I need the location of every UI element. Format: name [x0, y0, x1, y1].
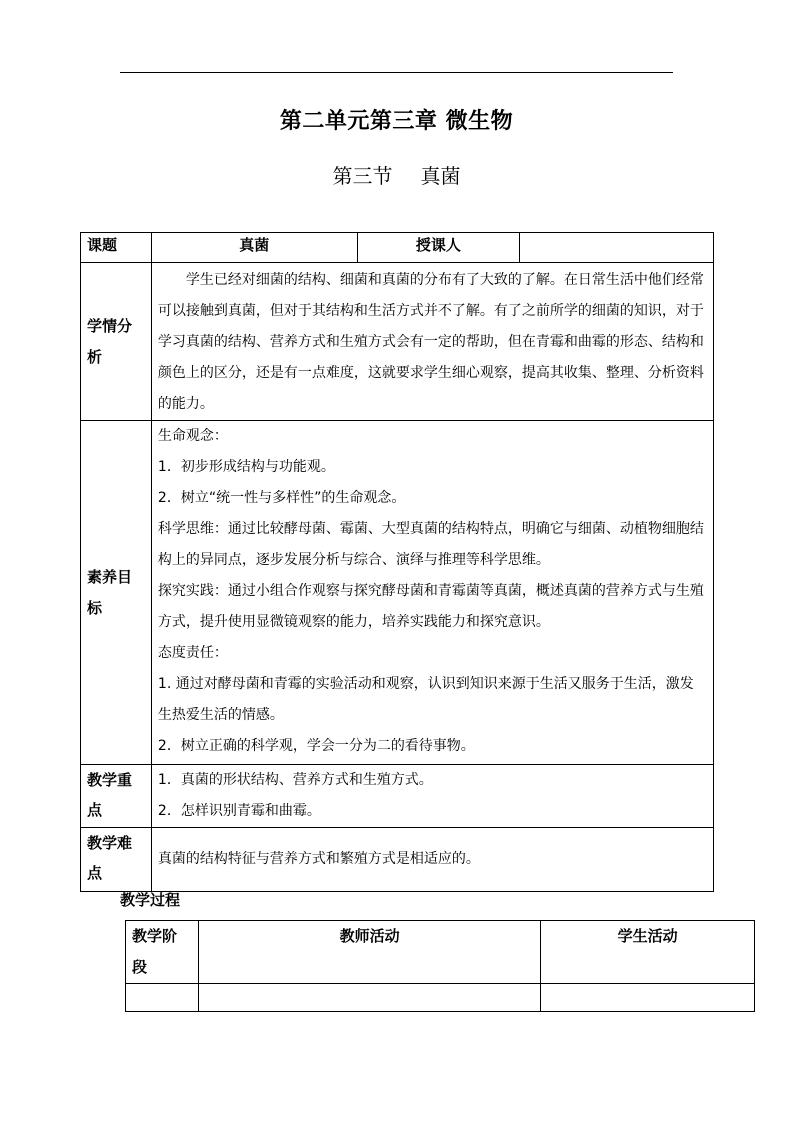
- goals-line: 生命观念：: [157, 428, 228, 444]
- stage-header: 教学阶段: [126, 921, 199, 984]
- student-activity-header: 学生活动: [541, 921, 755, 984]
- stage-cell[interactable]: [126, 984, 199, 1012]
- student-activity-cell[interactable]: [541, 984, 755, 1012]
- topic-value: 真菌: [151, 233, 357, 263]
- goals-line: 科学思维：通过比较酵母菌、霉菌、大型真菌的结构特点，明确它与细菌、动植物细胞结构上的异同点，逐步发展分析与综合、演绎与推理等科学思维。: [157, 521, 704, 568]
- teacher-value: [520, 233, 714, 263]
- analysis-row: [81, 263, 714, 421]
- difficulty-label: 教学难点: [81, 828, 152, 892]
- goals-line: 2．树立“统一性与多样性”的生命观念。: [157, 490, 406, 506]
- section-subtitle: [0, 160, 793, 189]
- key-point-line: 1．真菌的形状结构、营养方式和生殖方式。: [157, 772, 433, 788]
- process-row: [126, 984, 755, 1012]
- process-header-row: [126, 921, 755, 984]
- topic-label: 课题: [81, 233, 152, 263]
- goals-line: 2．树立正确的科学观，学会一分为二的看待事物。: [157, 738, 475, 754]
- process-table: [125, 920, 755, 1012]
- teacher-label: 授课人: [357, 233, 520, 263]
- teacher-activity-cell[interactable]: [198, 984, 540, 1012]
- key-points-label: 教学重点: [81, 765, 152, 828]
- goals-line: 态度责任：: [157, 645, 228, 661]
- key-point-line: 2．怎样识别青霉和曲霉。: [157, 803, 321, 819]
- goals-line: 探究实践：通过小组合作观察与探究酵母菌和青霉菌等真菌，概述真菌的营养方式与生殖方式，提升使用显微镜观察的能力，培养实践能力和探究意识。: [157, 583, 704, 630]
- teacher-activity-header: 教师活动: [198, 921, 540, 984]
- goals-line: 1. 通过对酵母菌和青霉的实验活动和观察，认识到知识来源于生活又服务于生活，激发生热爱生活的情感。: [157, 676, 694, 723]
- topic-row: [81, 233, 714, 263]
- subtitle-section: 第三节: [332, 164, 393, 188]
- analysis-label: 学情分析: [81, 263, 152, 421]
- goals-label: 素养目标: [81, 421, 152, 765]
- goals-row: [81, 421, 714, 765]
- difficulty-text: 真菌的结构特征与营养方式和繁殖方式是相适应的。: [151, 828, 713, 892]
- process-title: 教学过程: [120, 891, 181, 909]
- difficulty-row: [81, 828, 714, 892]
- lesson-plan-table: [80, 232, 714, 892]
- subtitle-topic: 真菌: [420, 164, 461, 188]
- page-title: 第二单元第三章 微生物: [279, 109, 514, 134]
- goals-line: 1．初步形成结构与功能观。: [157, 459, 335, 475]
- analysis-text: 学生已经对细菌的结构、细菌和真菌的分布有了大致的了解。在日常生活中他们经常可以接触到真菌，但对于其结构和生活方式并不了解。有了之前所学的细菌的知识，对于学习真菌的结构、营养方式和生殖方式会有一定的帮助，但在青霉和曲霉的形态、结构和颜色上的区分，还是有一点难度，这就要求学生细心观察，提高其收集、整理、分析资料的能力。: [157, 272, 704, 412]
- header-rule: [120, 72, 673, 73]
- key-points-row: [81, 765, 714, 828]
